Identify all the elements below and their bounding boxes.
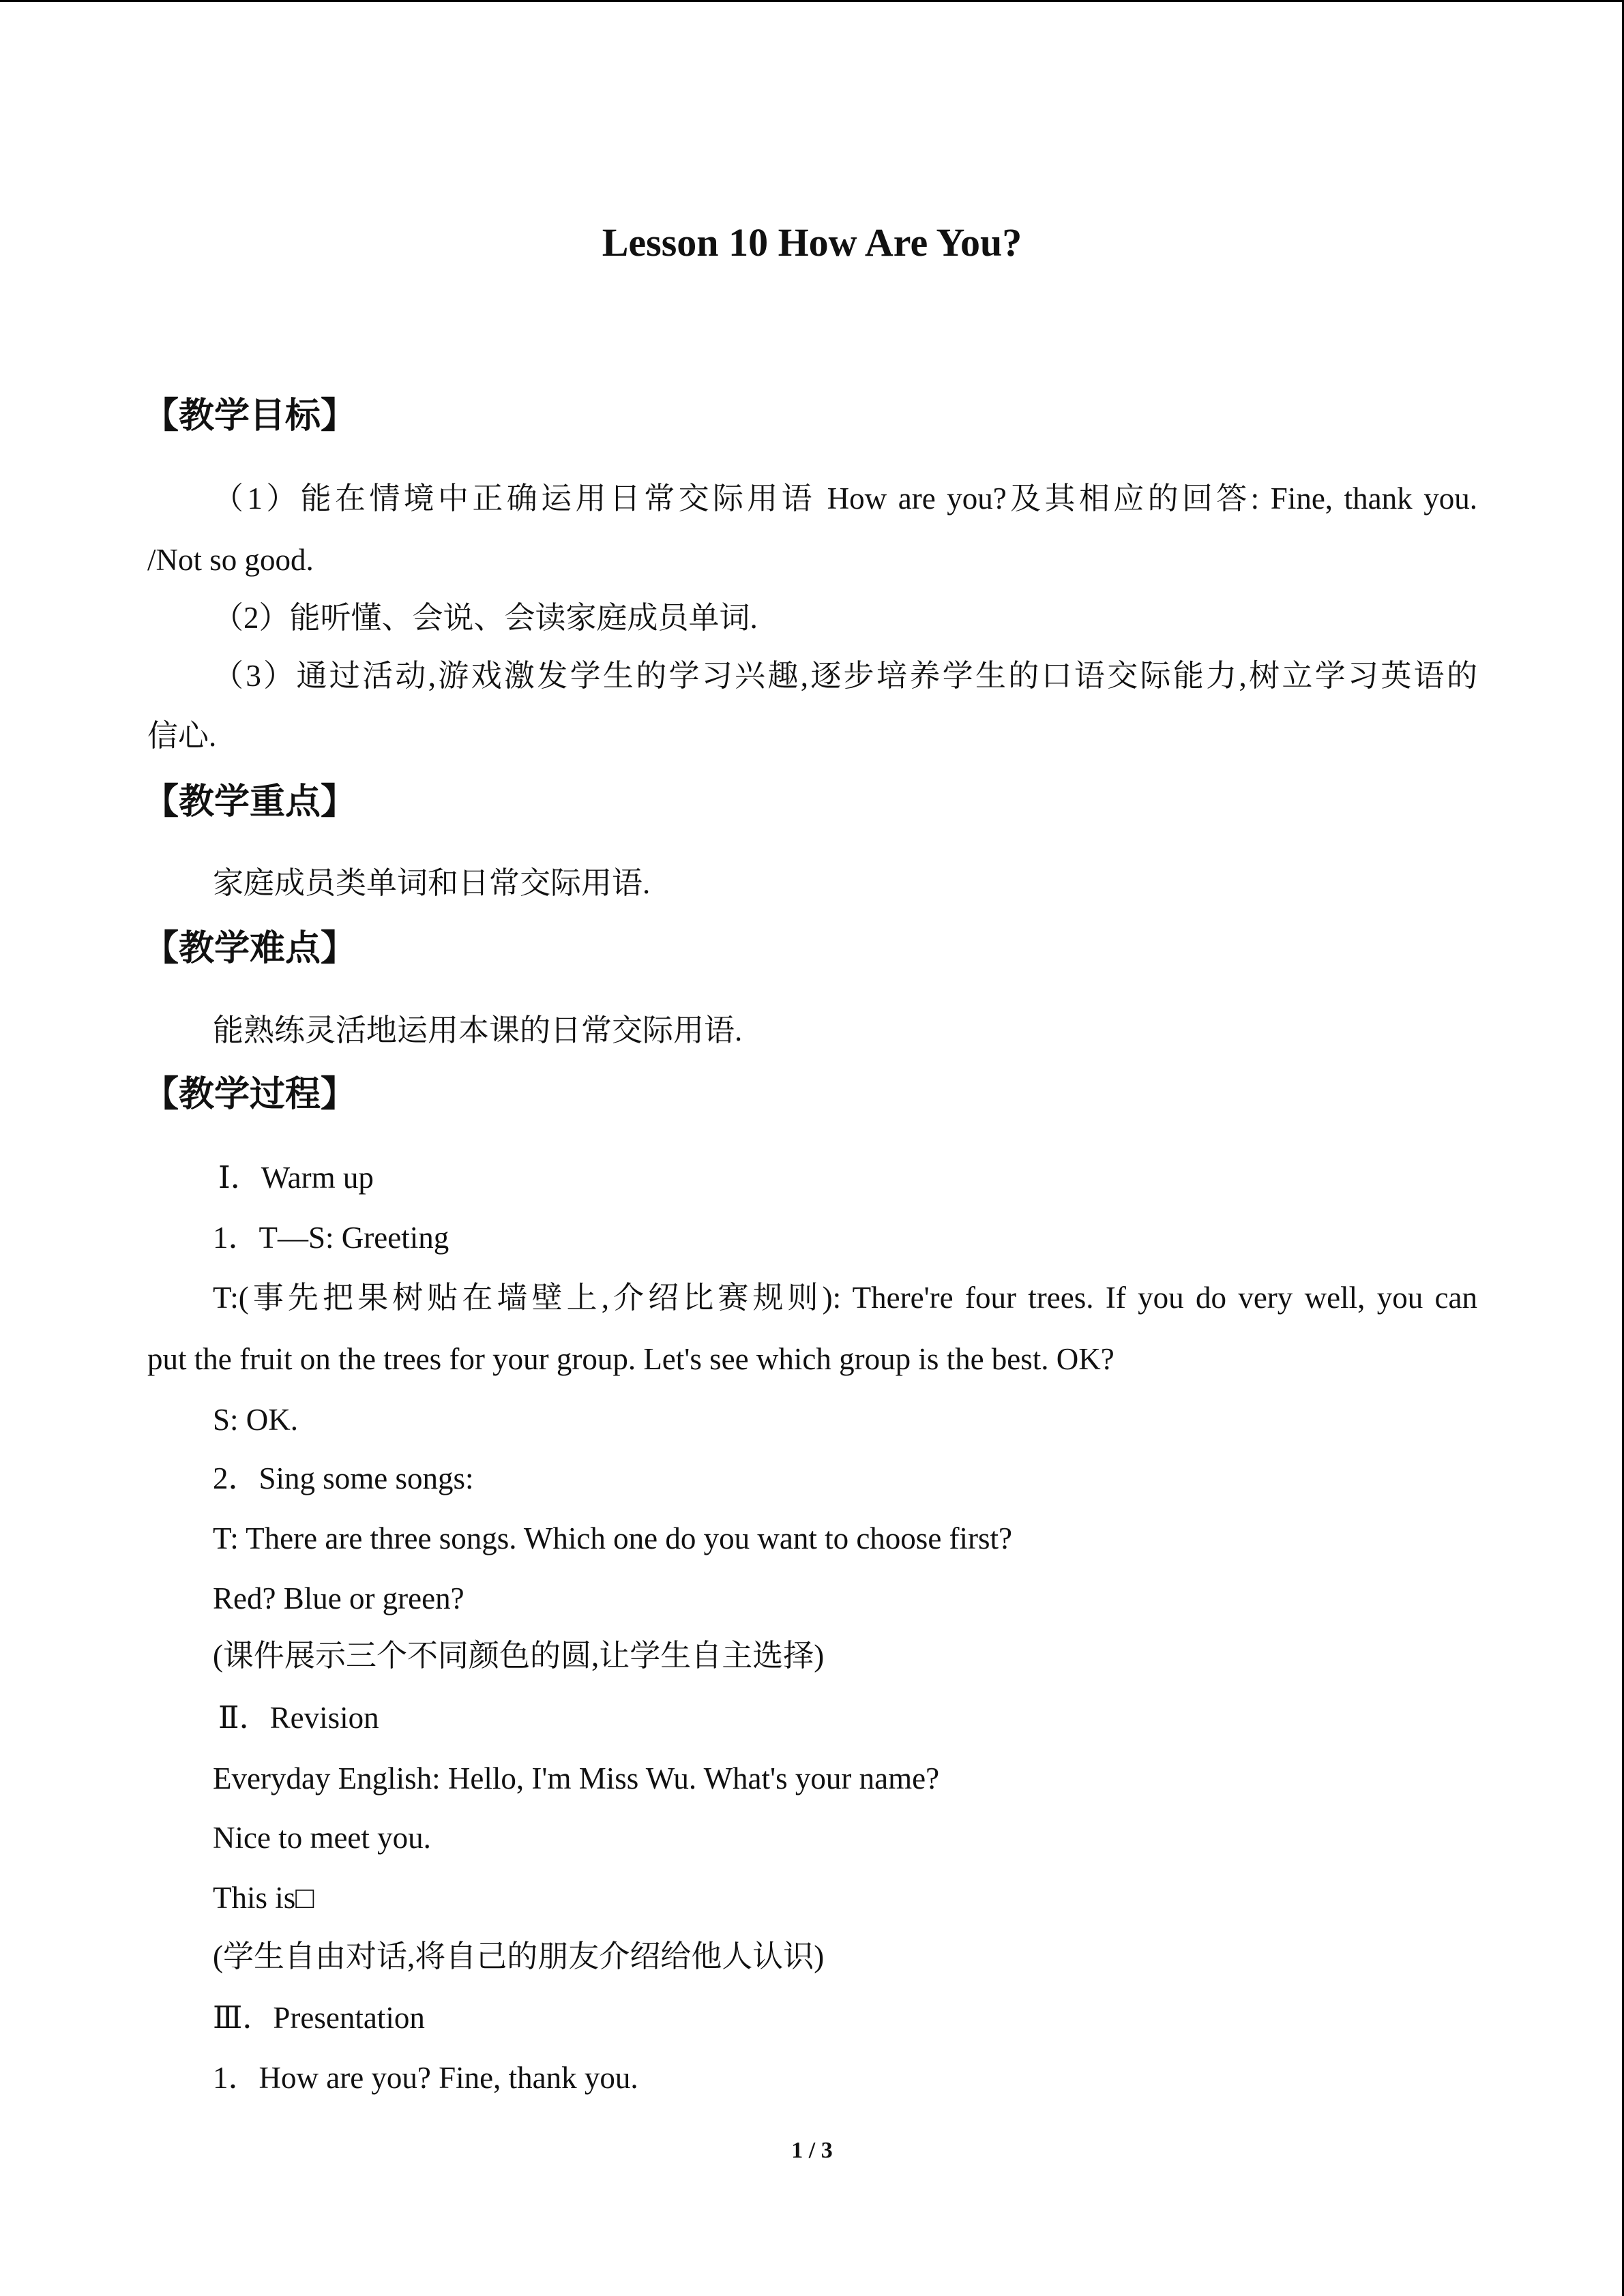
heading-objectives: 【教学目标】 bbox=[143, 396, 357, 436]
objective-2: （2）能听懂、会说、会读家庭成员单词. bbox=[213, 601, 758, 635]
heading-process: 【教学过程】 bbox=[143, 1074, 357, 1115]
key-points-text: 家庭成员类单词和日常交际用语. bbox=[213, 866, 651, 900]
difficulties-text: 能熟练灵活地运用本课的日常交际用语. bbox=[213, 1013, 743, 1047]
nice-to-meet-you: Nice to meet you. bbox=[213, 1821, 431, 1855]
note-dialogue: (学生自由对话,将自己的朋友介绍给他人认识) bbox=[213, 1939, 825, 1973]
teacher-songs: T: There are three songs. Which one do you want to choose first? bbox=[213, 1521, 1012, 1555]
step-greeting: 1．T—S: Greeting bbox=[213, 1221, 449, 1255]
step-sing-songs: 2．Sing some songs: bbox=[213, 1461, 474, 1495]
note-courseware: (课件展示三个不同颜色的圆,让学生自主选择) bbox=[213, 1639, 825, 1673]
everyday-english: Everyday English: Hello, I'm Miss Wu. What's your name? bbox=[213, 1761, 940, 1795]
warm-up-title: Ⅰ．Warm up bbox=[218, 1161, 374, 1195]
objective-3-line-1: （3）通过活动,游戏激发学生的学习兴趣,逐步培养学生的口语交际能力,树立学习英语的 bbox=[213, 659, 1477, 693]
song-colors: Red? Blue or green? bbox=[213, 1581, 464, 1615]
objective-1-line-1: （1）能在情境中正确运用日常交际用语 How are you?及其相应的回答: Fine, thank you. bbox=[213, 481, 1477, 516]
teacher-rules-line-1: T:(事先把果树贴在墙壁上,介绍比赛规则): There're four trees. If you do very well, you can bbox=[213, 1281, 1477, 1315]
step-how-are-you: 1．How are you? Fine, thank you. bbox=[213, 2061, 638, 2095]
teacher-rules-line-2: put the fruit on the trees for your group. Let's see which group is the best. OK? bbox=[147, 1342, 1114, 1376]
objective-1-line-2: /Not so good. bbox=[147, 543, 314, 577]
presentation-title: Ⅲ．Presentation bbox=[213, 2001, 425, 2035]
student-ok: S: OK. bbox=[213, 1403, 299, 1437]
page-number: 1 / 3 bbox=[791, 2138, 833, 2163]
revision-title: Ⅱ．Revision bbox=[218, 1701, 379, 1735]
page-title: Lesson 10 How Are You? bbox=[602, 220, 1022, 265]
this-is: This is□ bbox=[213, 1881, 314, 1915]
objective-3-line-2: 信心. bbox=[147, 719, 217, 753]
heading-difficulties: 【教学难点】 bbox=[143, 928, 357, 969]
heading-key-points: 【教学重点】 bbox=[143, 781, 357, 822]
